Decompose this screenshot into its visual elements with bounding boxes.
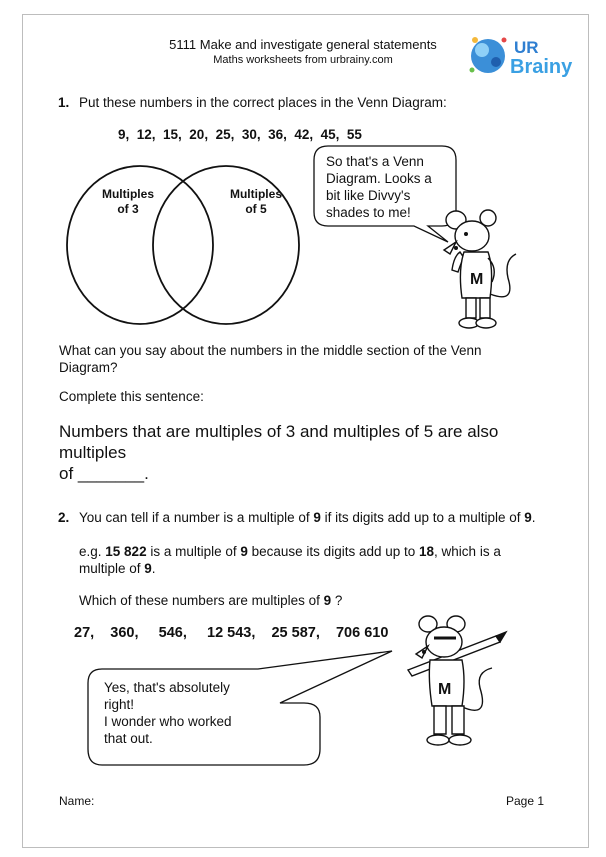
speech-bubble-2-text	[104, 679, 304, 747]
q2-number-list[interactable]: 27, 360, 546, 12 543, 25 587, 706 610	[74, 625, 389, 641]
q2-which-part: Which of these numbers are multiples of	[79, 593, 324, 608]
mouse-with-pencil-icon	[400, 610, 510, 760]
venn-left-label-line2: of 3	[117, 202, 139, 216]
logo-ur-text: UR	[514, 38, 539, 57]
venn-left-label	[88, 187, 168, 217]
q2-which-nine: 9	[323, 593, 332, 608]
q2-example-number: 15 822	[105, 544, 147, 559]
mascot-shirt-letter: M	[470, 271, 484, 288]
q2-example-part: .	[151, 561, 156, 576]
logo-globe-icon	[471, 39, 505, 73]
worksheet-subtitle: Maths worksheets from urbrainy.com	[213, 54, 393, 66]
q2-which	[79, 593, 342, 608]
q2-example-part: is a multiple of	[146, 544, 241, 559]
mouse-mascot-icon	[436, 208, 526, 338]
speech-bubble-1-line1: So that's a Venn	[326, 154, 424, 169]
urbrainy-logo	[466, 26, 586, 86]
q1-question-line1: What can you say about the numbers in the middle section of the Venn	[59, 343, 482, 358]
q1-question	[59, 342, 559, 376]
speech-bubble-2-line3: I wonder who worked	[104, 714, 232, 729]
speech-bubble-1-line2: Diagram. Looks a	[326, 171, 432, 186]
q2-example-part: multiple of	[79, 561, 145, 576]
mascot-shirt-letter: M	[438, 681, 452, 698]
q2-rule	[79, 510, 536, 525]
q1-question-line2: Diagram?	[59, 360, 118, 375]
venn-right-label	[216, 187, 296, 217]
q1-instruction: Put these numbers in the correct places in the Venn Diagram:	[79, 95, 447, 110]
q2-rule-part: .	[531, 510, 536, 525]
logo-brainy-text: Brainy	[510, 56, 573, 78]
page-number: Page 1	[506, 794, 545, 808]
q2-example-part: , which is a	[434, 544, 501, 559]
venn-right-label-line2: of 5	[245, 202, 267, 216]
q1-number: 1.	[58, 95, 70, 110]
q2-which-part: ?	[331, 593, 343, 608]
q2-rule-part: if its digits add up to a multiple of	[320, 510, 525, 525]
q2-example-part: because its digits add up to	[247, 544, 420, 559]
q1-sentence	[59, 421, 569, 484]
speech-bubble-1-line4: shades to me!	[326, 205, 411, 220]
speech-bubble-2-line1: Yes, that's absolutely	[104, 680, 230, 695]
q2-example	[79, 543, 501, 577]
q2-example-nine: 9	[240, 544, 248, 559]
q2-rule-nine: 9	[524, 510, 532, 525]
venn-diagram[interactable]	[60, 160, 320, 330]
speech-bubble-1-line3: bit like Divvy's	[326, 188, 411, 203]
q2-rule-part: You can tell if a number is a multiple of	[79, 510, 314, 525]
q2-number: 2.	[58, 510, 70, 525]
venn-left-label-line1: Multiples	[101, 187, 154, 201]
q1-number-list: 9, 12, 15, 20, 25, 30, 36, 42, 45, 55	[118, 127, 362, 142]
q1-sentence-line1: Numbers that are multiples of 3 and multiples of 5 are also multiples	[59, 422, 499, 462]
q2-rule-nine: 9	[313, 510, 321, 525]
q2-example-part: e.g.	[79, 544, 106, 559]
venn-right-label-line1: Multiples	[229, 187, 282, 201]
q1-sentence-line2[interactable]: of _______.	[59, 464, 149, 483]
speech-bubble-2-line4: that out.	[104, 731, 153, 746]
q2-example-sum: 18	[419, 544, 435, 559]
name-label[interactable]: Name:	[59, 794, 95, 808]
q2-example-nine: 9	[144, 561, 152, 576]
speech-bubble-2-line2: right!	[104, 697, 135, 712]
worksheet-title: 5111 Make and investigate general statements	[169, 37, 437, 52]
q1-complete-prompt: Complete this sentence:	[59, 389, 204, 404]
